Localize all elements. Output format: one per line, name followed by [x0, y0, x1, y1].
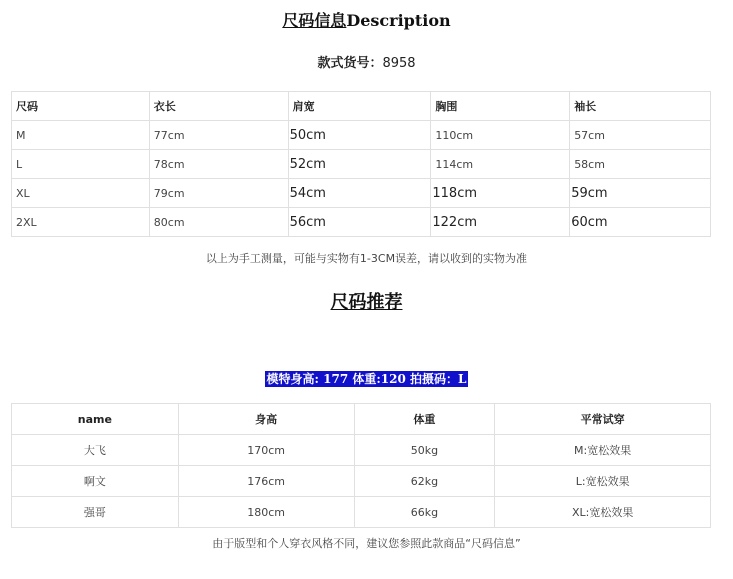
size-header-cell: 袖长	[570, 92, 711, 121]
sleeve-cell: 59cm	[570, 179, 711, 208]
chest-cell: 114cm	[431, 150, 570, 179]
style-number-label: 款式货号：	[317, 56, 383, 71]
measurement-note: 以上为手工测量，可能与实物有1-3CM误差，请以收到的实物为准	[205, 252, 528, 265]
sleeve-cell: 57cm	[570, 121, 711, 150]
table-row	[12, 435, 711, 466]
size-header-cell: 胸围	[431, 92, 570, 121]
fit-cell: XL:宽松效果	[495, 497, 711, 528]
size-cell: XL	[12, 179, 150, 208]
recommend-header-cell: 身高	[178, 404, 354, 435]
fit-advice-note: 由于版型和个人穿衣风格不同，建议您参照此款商品“尺码信息”	[212, 537, 521, 550]
person-name-cell: 大飞	[12, 435, 179, 466]
length-cell: 80cm	[149, 208, 288, 237]
size-header-cell: 尺码	[12, 92, 150, 121]
style-number-value: 8958	[382, 56, 416, 71]
chest-cell: 110cm	[431, 121, 570, 150]
style-number-line	[0, 52, 733, 71]
recommend-header-cell: name	[12, 404, 179, 435]
height-cell: 180cm	[178, 497, 354, 528]
size-header-cell: 肩宽	[288, 92, 431, 121]
weight-cell: 62kg	[354, 466, 495, 497]
weight-cell: 50kg	[354, 435, 495, 466]
recommend-table-header-row	[12, 404, 711, 435]
size-cell: 2XL	[12, 208, 150, 237]
size-header-cell: 衣长	[149, 92, 288, 121]
table-row	[12, 466, 711, 497]
fit-cell: M:宽松效果	[495, 435, 711, 466]
size-cell: L	[12, 150, 150, 179]
chest-cell: 122cm	[431, 208, 570, 237]
person-name-cell: 强哥	[12, 497, 179, 528]
table-row	[12, 208, 711, 237]
size-info-title-cn: 尺码信息	[282, 11, 347, 30]
table-row	[12, 497, 711, 528]
shoulder-cell: 50cm	[288, 121, 431, 150]
table-row	[12, 150, 711, 179]
shoulder-cell: 56cm	[288, 208, 431, 237]
sleeve-cell: 60cm	[570, 208, 711, 237]
fit-cell: L:宽松效果	[495, 466, 711, 497]
size-info-title	[0, 8, 733, 31]
height-cell: 176cm	[178, 466, 354, 497]
recommend-table	[11, 403, 711, 528]
chest-cell: 118cm	[431, 179, 570, 208]
weight-cell: 66kg	[354, 497, 495, 528]
height-cell: 170cm	[178, 435, 354, 466]
size-cell: M	[12, 121, 150, 150]
size-table	[11, 91, 711, 237]
shoulder-cell: 52cm	[288, 150, 431, 179]
length-cell: 77cm	[149, 121, 288, 150]
table-row	[12, 179, 711, 208]
person-name-cell: 啊文	[12, 466, 179, 497]
shoulder-cell: 54cm	[288, 179, 431, 208]
length-cell: 79cm	[149, 179, 288, 208]
sleeve-cell: 58cm	[570, 150, 711, 179]
recommend-header-cell: 平常试穿	[495, 404, 711, 435]
size-recommend-title: 尺码推荐	[330, 292, 403, 313]
table-row	[12, 121, 711, 150]
size-info-title-en: Description	[346, 11, 451, 30]
size-table-header-row	[12, 92, 711, 121]
recommend-header-cell: 体重	[354, 404, 495, 435]
length-cell: 78cm	[149, 150, 288, 179]
model-info-line	[0, 368, 733, 387]
model-info-highlight: 模特身高: 177 体重:120 拍摄码：L	[266, 372, 467, 386]
